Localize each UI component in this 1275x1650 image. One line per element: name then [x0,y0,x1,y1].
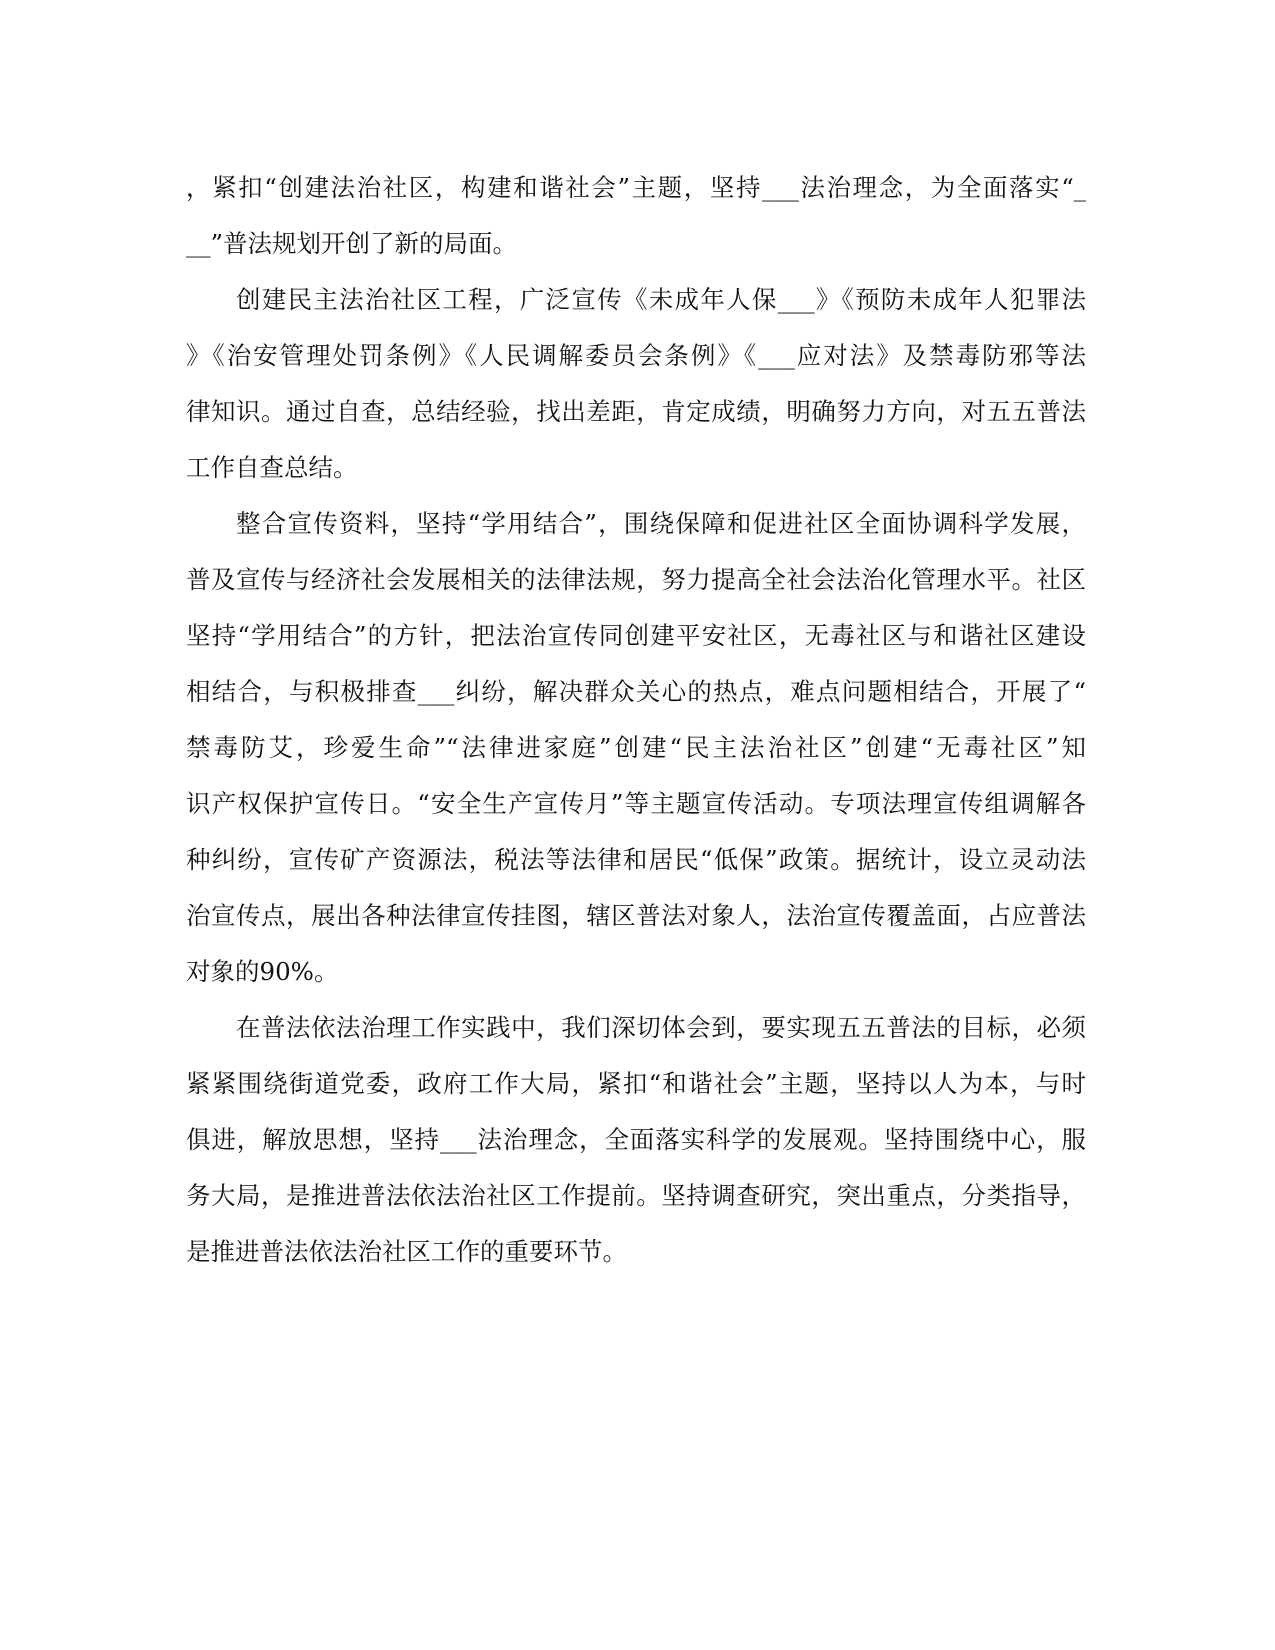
text-line-5: 律知识。通过自查，总结经验，找出差距，肯定成绩，明确努力方向，对五五普法 [186,397,1086,426]
text-line-19: 务大局，是推进普法依法治社区工作提前。坚持调查研究，突出重点，分类指导， [186,1181,1086,1210]
text-line-11: 禁毒防艾，珍爱生命”“法律进家庭”创建“民主法治社区”创建“无毒社区”知 [186,733,1086,762]
text-line-20: 是推进普法依法治社区工作的重要环节。 [186,1237,627,1266]
text-line-1: ，紧扣“创建法治社区，构建和谐社会”主题，坚持___法治理念，为全面落实“_ [186,173,1086,202]
text-line-13: 种纠纷，宣传矿产资源法，税法等法律和居民“低保”政策。据统计，设立灵动法 [186,845,1086,874]
text-line-12: 识产权保护宣传日。“安全生产宣传月”等主题宣传活动。专项法理宣传组调解各 [186,789,1086,818]
text-line-8: 普及宣传与经济社会发展相关的法律法规，努力提高全社会法治化管理水平。社区 [186,565,1086,594]
text-line-9: 坚持“学用结合”的方针，把法治宣传同创建平安社区，无毒社区与和谐社区建设 [186,621,1086,650]
text-line-4: 》《治安管理处罚条例》《人民调解委员会条例》《___应对法》及禁毒防邪等法 [186,341,1086,370]
text-line-6: 工作自查总结。 [186,453,358,482]
text-line-16: 在普法依法治理工作实践中，我们深切体会到，要实现五五普法的目标，必须 [236,1013,1086,1042]
text-line-7: 整合宣传资料，坚持“学用结合”，围绕保障和促进社区全面协调科学发展， [236,509,1086,538]
text-line-17: 紧紧围绕街道党委，政府工作大局，紧扣“和谐社会”主题，坚持以人为本，与时 [186,1069,1086,1098]
text-line-18: 俱进，解放思想，坚持___法治理念，全面落实科学的发展观。坚持围绕中心，服 [186,1125,1086,1154]
text-line-10: 相结合，与积极排查___纠纷，解决群众关心的热点，难点问题相结合，开展了“ [186,677,1086,706]
text-line-2: __”普法规划开创了新的局面。 [186,229,518,258]
text-line-3: 创建民主法治社区工程，广泛宣传《未成年人保___》《预防未成年人犯罪法 [236,285,1086,314]
text-line-15: 对象的90%。 [186,957,339,986]
text-line-14: 治宣传点，展出各种法律宣传挂图，辖区普法对象人，法治宣传覆盖面，占应普法 [186,901,1086,930]
